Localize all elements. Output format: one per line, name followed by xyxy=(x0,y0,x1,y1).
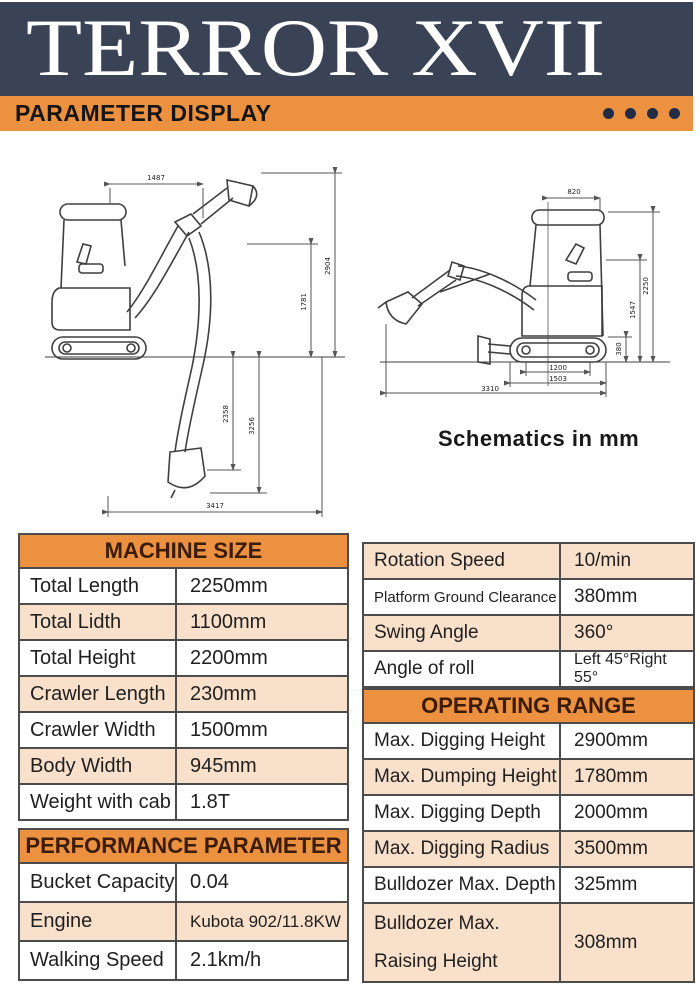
dot-icon xyxy=(625,108,636,119)
table-row xyxy=(18,940,349,981)
dim-depth-outer: 3256 xyxy=(248,417,256,435)
table-row xyxy=(18,901,349,942)
machine-size-table xyxy=(18,533,349,981)
dim-platform-height: 1547 xyxy=(629,301,637,319)
spec-value: 360° xyxy=(559,616,693,650)
spec-label: Swing Angle xyxy=(374,622,479,643)
table-row xyxy=(18,783,349,821)
spec-label: Bulldozer Max. Depth xyxy=(374,874,556,895)
dim-reach-bottom: 3417 xyxy=(206,502,224,510)
spec-value: 2.1km/h xyxy=(175,942,347,979)
spec-label: Total Length xyxy=(30,574,139,597)
table-row xyxy=(362,902,695,983)
dim-total-length: 3310 xyxy=(481,385,499,393)
spec-label: Total Lidth xyxy=(30,610,122,633)
table-row xyxy=(362,794,695,832)
spec-label: Bulldozer Max. Raising Height xyxy=(374,912,500,972)
spec-label: Engine xyxy=(30,910,93,932)
dim-depth-inner: 2358 xyxy=(222,405,230,423)
operating-range-header: OPERATING RANGE xyxy=(362,688,695,724)
table-row xyxy=(18,711,349,749)
spec-label: Walking Speed xyxy=(30,949,164,971)
table-row xyxy=(362,758,695,796)
excavator-travel-schematic xyxy=(360,140,700,470)
dim-max-height: 2904 xyxy=(324,257,332,275)
dot-icon xyxy=(669,108,680,119)
machine-size-header: MACHINE SIZE xyxy=(18,533,349,569)
spec-value: 1100mm xyxy=(175,605,347,639)
table-row xyxy=(18,639,349,677)
spec-value: 380mm xyxy=(559,580,693,614)
table-row xyxy=(362,542,695,580)
performance-header: PERFORMANCE PARAMETER xyxy=(18,828,349,864)
spec-value: 10/min xyxy=(559,544,693,578)
spec-value: 1780mm xyxy=(559,760,693,794)
spec-value: 1500mm xyxy=(175,713,347,747)
dim-wheelbase: 1200 xyxy=(549,364,567,372)
table-row xyxy=(362,650,695,688)
table-row xyxy=(362,722,695,760)
table-row xyxy=(18,603,349,641)
spec-label: Body Width xyxy=(30,754,133,777)
spec-label: Max. Digging Radius xyxy=(374,838,550,859)
spec-label: Angle of roll xyxy=(374,658,475,679)
table-row xyxy=(362,866,695,904)
dim-ground-clearance: 380 xyxy=(615,342,623,356)
dim-total-height: 2250 xyxy=(642,277,650,295)
dim-width-top: 1487 xyxy=(147,174,165,182)
spec-label: Crawler Length xyxy=(30,682,166,705)
spec-value: 308mm xyxy=(559,904,693,981)
excavator-side-schematic xyxy=(15,140,355,535)
section-subtitle: PARAMETER DISPLAY xyxy=(15,100,272,126)
table-row xyxy=(362,614,695,652)
spec-value: Kubota 902/11.8KW xyxy=(175,903,347,940)
table-row xyxy=(18,567,349,605)
spec-label: Max. Digging Height xyxy=(374,730,546,751)
table-row xyxy=(18,747,349,785)
spec-value: Left 45°Right 55° xyxy=(559,652,693,686)
operating-specs-table xyxy=(362,542,695,983)
spec-value: 2000mm xyxy=(559,796,693,830)
spec-label: Crawler Width xyxy=(30,718,156,741)
spec-value: 0.04 xyxy=(175,864,347,901)
parameter-display-bar xyxy=(0,96,693,131)
dim-crawler-length: 1503 xyxy=(549,375,567,383)
table-row xyxy=(362,830,695,868)
spec-label: Max. Dumping Height xyxy=(374,766,557,787)
spec-label: Weight with cab xyxy=(30,790,171,813)
dim-roof-width: 820 xyxy=(567,188,581,196)
spec-value: 2250mm xyxy=(175,569,347,603)
spec-label: Bucket Capacity xyxy=(30,871,175,893)
spec-label: Platform Ground Clearance xyxy=(374,588,557,606)
dot-icon xyxy=(647,108,658,119)
spec-value: 945mm xyxy=(175,749,347,783)
table-row xyxy=(18,862,349,903)
dim-dump-height: 1781 xyxy=(300,293,308,311)
spec-value: 2900mm xyxy=(559,724,693,758)
schematic-caption: Schematics in mm xyxy=(438,426,640,451)
table-row xyxy=(18,675,349,713)
spec-value: 3500mm xyxy=(559,832,693,866)
dot-icon xyxy=(603,108,614,119)
header-banner xyxy=(0,2,693,96)
spec-value: 1.8T xyxy=(175,785,347,819)
spec-value: 2200mm xyxy=(175,641,347,675)
spec-label: Max. Digging Depth xyxy=(374,802,541,823)
spec-label: Total Height xyxy=(30,646,136,669)
spec-value: 230mm xyxy=(175,677,347,711)
table-row xyxy=(362,578,695,616)
spec-label: Rotation Speed xyxy=(374,550,505,571)
spec-value: 325mm xyxy=(559,868,693,902)
page-title: TERROR XVII xyxy=(26,2,606,93)
table-spacer xyxy=(18,821,349,828)
decorative-dots-icon xyxy=(603,96,680,131)
